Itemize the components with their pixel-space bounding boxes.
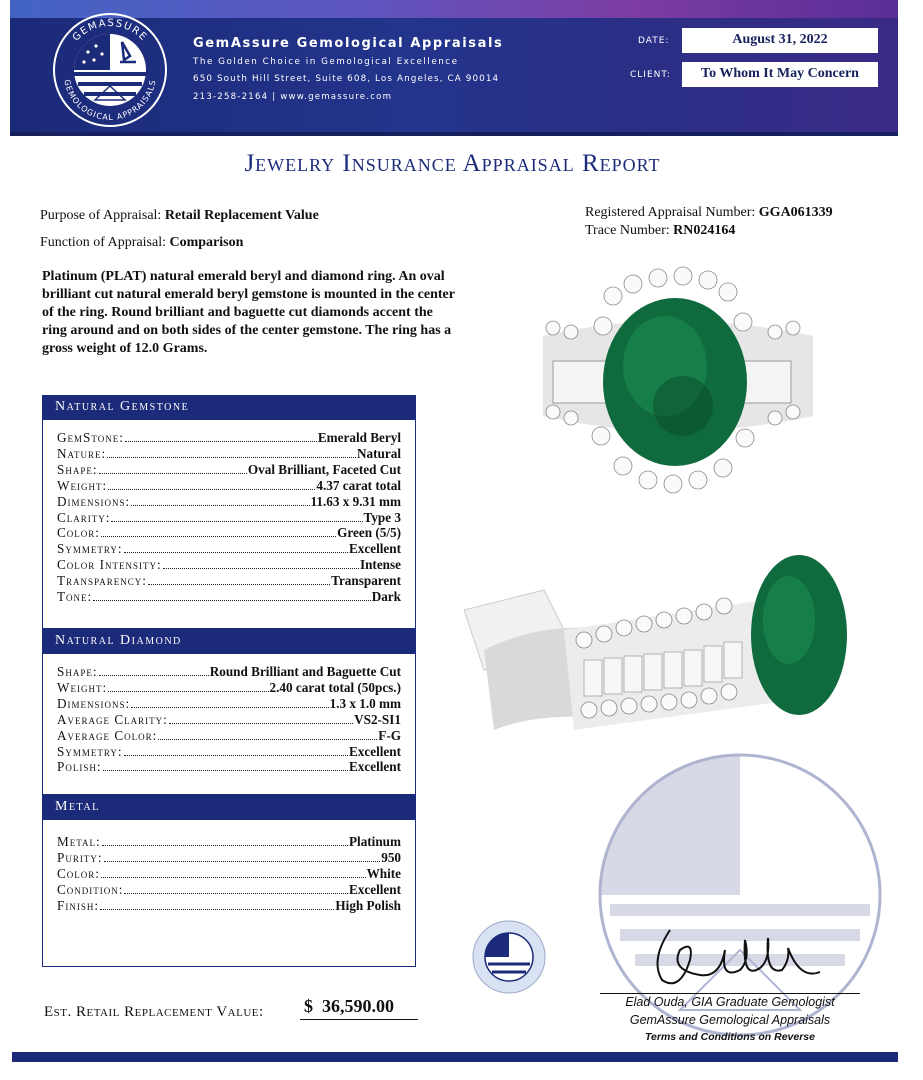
logo-text-bottom: GEMOLOGICAL APPRAISALS <box>62 78 158 123</box>
company-tagline: The Golden Choice in Gemological Excellence <box>193 57 459 67</box>
gemstone-row <box>57 541 401 557</box>
diamond-field-value: Excellent <box>348 743 401 759</box>
diamond-rows <box>43 654 415 781</box>
gemstone-field-value: Oval Brilliant, Faceted Cut <box>247 461 401 477</box>
gemstone-field-value: Dark <box>371 589 401 605</box>
metal-panel <box>42 795 416 967</box>
diamond-field-label: Average Color: <box>57 727 158 743</box>
leader-dots <box>158 739 377 740</box>
gemstone-field-label: Color: <box>57 525 100 541</box>
metal-field-value: 950 <box>381 849 401 865</box>
diamond-row <box>57 759 401 775</box>
leader-dots <box>125 441 317 442</box>
gemstone-field-label: Color Intensity: <box>57 557 162 573</box>
leader-dots <box>169 723 353 724</box>
company-phone-web: 213-258-2164 | www.gemassure.com <box>193 92 393 102</box>
ring-top-photo <box>523 266 823 510</box>
purpose-line <box>40 208 319 224</box>
appraiser-company: GemAssure Gemological Appraisals <box>629 1013 831 1027</box>
estimate-value-line <box>304 996 394 1017</box>
leader-dots <box>108 489 315 490</box>
metal-field-value: Platinum <box>348 834 401 849</box>
diamond-panel <box>42 629 416 795</box>
diamond-field-value: 1.3 x 1.0 mm <box>329 695 401 711</box>
metal-field-label: Finish: <box>57 897 99 913</box>
date-value: August 31, 2022 <box>682 28 878 53</box>
date-label: DATE: <box>638 36 670 46</box>
gemassure-seal-logo <box>50 10 170 130</box>
leader-dots <box>124 552 348 553</box>
gemstone-row <box>57 462 401 478</box>
diamond-field-label: Shape: <box>57 664 98 679</box>
metal-field-label: Color: <box>57 865 100 881</box>
gemstone-field-value: Transparent <box>331 573 401 589</box>
gemstone-field-label: Tone: <box>57 589 93 605</box>
diamond-field-label: Dimensions: <box>57 695 131 711</box>
leader-dots <box>104 861 381 862</box>
client-value: To Whom It May Concern <box>682 62 878 87</box>
signature-line <box>600 993 860 994</box>
purpose-label: Purpose of Appraisal: <box>40 208 162 223</box>
trace-number-value: RN024164 <box>673 223 736 238</box>
diamond-field-value: 2.40 carat total (50pcs.) <box>269 679 401 695</box>
gemstone-field-label: Nature: <box>57 445 107 461</box>
item-description: Platinum (PLAT) natural emerald beryl and diamond ring. An oval brilliant cut natural emerald beryl gemstone is mounted in the center of the ring. Round brilliant and baguette cut diamonds accent the ring around and on both sides of the center gemstone. The ring has a gross weight of 12.0 Grams. <box>42 269 455 356</box>
trace-number-label: Trace Number: <box>585 223 670 238</box>
gemstone-field-label: Transparency: <box>57 573 147 589</box>
gemstone-field-label: Weight: <box>57 477 108 493</box>
gemstone-field-value: Green (5/5) <box>337 525 401 541</box>
gemstone-field-value: Type 3 <box>363 509 401 525</box>
leader-dots <box>102 845 348 846</box>
leader-dots <box>163 568 359 569</box>
metal-row <box>57 850 401 866</box>
registered-number-value: GGA061339 <box>758 205 833 220</box>
diamond-field-label: Polish: <box>57 759 102 775</box>
diamond-field-value: Round Brilliant and Baguette Cut <box>209 664 401 679</box>
diamond-row <box>57 744 401 760</box>
leader-dots <box>99 473 247 474</box>
registered-number-label: Registered Appraisal Number: <box>585 205 756 220</box>
hologram-seal <box>470 918 548 996</box>
appraiser-name: Elad Ouda, GIA Graduate Gemologist <box>625 995 835 1009</box>
function-line <box>40 235 243 251</box>
diamond-field-label: Weight: <box>57 679 108 695</box>
diamond-heading: Natural Diamond <box>43 630 415 654</box>
gemstone-field-label: GemStone: <box>57 430 124 445</box>
leader-dots <box>107 457 356 458</box>
footer-bar <box>12 1052 898 1062</box>
function-value: Comparison <box>169 235 244 250</box>
gemstone-field-value: Natural <box>357 445 401 461</box>
gemstone-panel <box>42 395 416 629</box>
gemstone-row <box>57 494 401 510</box>
gemstone-row <box>57 430 401 446</box>
leader-dots <box>101 877 366 878</box>
metal-field-label: Metal: <box>57 834 101 849</box>
leader-dots <box>131 505 309 506</box>
diamond-row <box>57 728 401 744</box>
gemstone-row <box>57 525 401 541</box>
gemstone-field-label: Dimensions: <box>57 493 131 509</box>
function-label: Function of Appraisal: <box>40 235 166 250</box>
leader-dots <box>111 521 362 522</box>
leader-dots <box>124 893 348 894</box>
metal-row <box>57 866 401 882</box>
client-label: CLIENT: <box>630 70 671 80</box>
company-address: 650 South Hill Street, Suite 608, Los Angeles, CA 90014 <box>193 74 500 84</box>
leader-dots <box>103 770 348 771</box>
estimate-currency: $ <box>304 996 313 1016</box>
leader-dots <box>124 755 348 756</box>
logo-text-top: GEMASSURE <box>70 17 150 44</box>
header-band <box>10 0 898 136</box>
gemstone-field-label: Symmetry: <box>57 541 123 557</box>
diamond-field-value: F-G <box>378 727 401 743</box>
gemstone-row <box>57 589 401 605</box>
metal-field-label: Condition: <box>57 881 124 897</box>
gemstone-row <box>57 573 401 589</box>
diamond-row <box>57 680 401 696</box>
metal-field-value: White <box>366 865 401 881</box>
diamond-field-value: VS2-SI1 <box>354 711 401 727</box>
estimate-label: Est. Retail Replacement Value: <box>44 1004 264 1020</box>
gemstone-field-label: Clarity: <box>57 509 111 525</box>
diamond-field-label: Symmetry: <box>57 743 123 759</box>
metal-heading: Metal <box>43 796 415 820</box>
gemstone-row <box>57 557 401 573</box>
gemstone-field-value: Emerald Beryl <box>317 430 401 445</box>
gemstone-field-value: 4.37 carat total <box>316 477 401 493</box>
leader-dots <box>148 584 330 585</box>
diamond-field-label: Average Clarity: <box>57 711 168 727</box>
metal-row <box>57 834 401 850</box>
gemstone-field-value: Intense <box>359 557 401 573</box>
metal-rows <box>43 820 415 920</box>
metal-field-value: Excellent <box>348 881 401 897</box>
gemstone-row <box>57 478 401 494</box>
metal-field-label: Purity: <box>57 849 103 865</box>
company-name: GemAssure Gemological Appraisals <box>193 36 504 51</box>
gemstone-field-label: Shape: <box>57 461 98 477</box>
diamond-row <box>57 696 401 712</box>
leader-dots <box>100 909 334 910</box>
gemstone-row <box>57 510 401 526</box>
metal-row <box>57 882 401 898</box>
estimate-value: 36,590.00 <box>322 996 394 1016</box>
diamond-row <box>57 712 401 728</box>
terms-link[interactable]: Terms and Conditions on Reverse <box>645 1031 815 1043</box>
trace-number-line <box>585 223 735 239</box>
gemstone-heading: Natural Gemstone <box>43 396 415 420</box>
metal-row <box>57 898 401 914</box>
diamond-row <box>57 664 401 680</box>
purpose-value: Retail Replacement Value <box>164 208 319 223</box>
estimate-underline <box>300 1019 418 1020</box>
metal-field-value: High Polish <box>335 897 401 913</box>
gemstone-row <box>57 446 401 462</box>
appraiser-signature <box>650 920 830 992</box>
diamond-field-value: Excellent <box>348 759 401 775</box>
leader-dots <box>93 600 370 601</box>
leader-dots <box>131 707 328 708</box>
gemstone-field-value: 11.63 x 9.31 mm <box>310 493 401 509</box>
leader-dots <box>99 675 209 676</box>
gemstone-field-value: Excellent <box>348 541 401 557</box>
report-title: Jewelry Insurance Appraisal Report <box>244 150 661 177</box>
leader-dots <box>101 536 336 537</box>
gemstone-rows <box>43 420 415 611</box>
leader-dots <box>108 691 268 692</box>
ring-side-photo <box>464 530 864 750</box>
registered-number-line <box>585 205 833 221</box>
